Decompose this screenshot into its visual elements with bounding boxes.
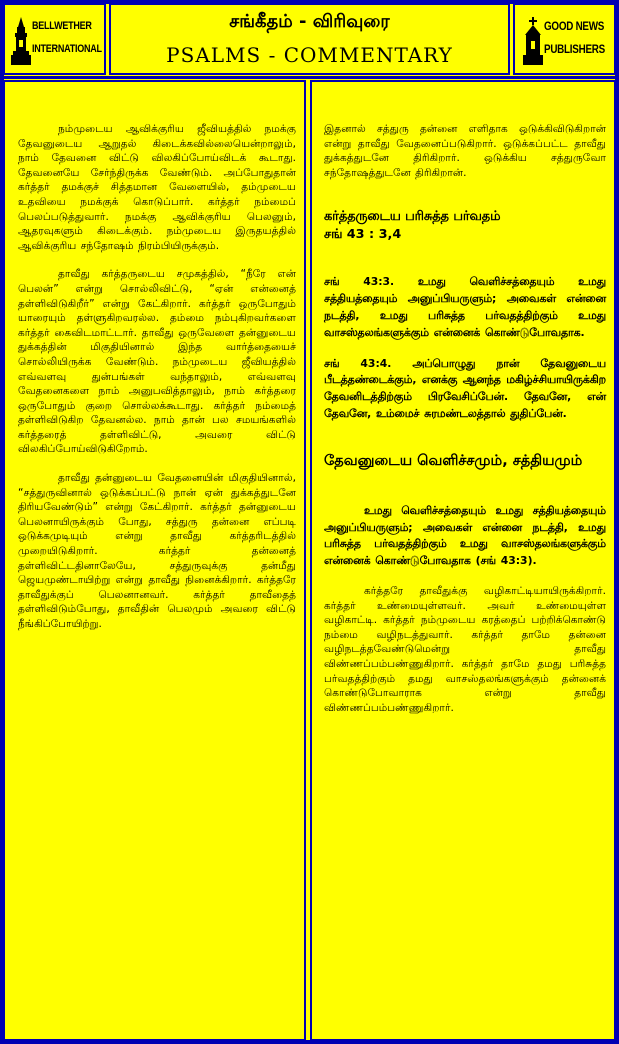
paragraph: கர்த்தரே தாவீதுக்கு வழிகாட்டியாயிருக்கிறார். கர்த்தர் உண்மையுள்ளவர். அவர் உண்மையுள்ள வழிகாட்டி. கர்த்தர் நம்முடைய கரத்தைப் பற்றிக்கொண்டு நம்மை வழிநடத்துவார். கர்த்தர் தாமே தன்னை வழிநடத்தவேண்டுமென்று தாவீது விண்ணப்பம்பண்ணுகிறார். கர்த்தர் தாமே தமது பரிசுத்த பர்வதத்திற்கும் தமது வாசஸ்தலங்களுக்கும் தன்னைக் கொண்டுபோவாராக என்று தாவீது விண்ணப்பம்பண்ணுகிறார்.	[324, 584, 606, 714]
logo-line1: GOOD NEWS	[544, 19, 605, 33]
section-heading: தேவனுடைய வெளிச்சமும், சத்தியமும்	[324, 452, 583, 469]
logo-line2: PUBLISHERS	[544, 42, 605, 56]
bellwether-logo	[11, 17, 101, 67]
verse-text: சங் 43:3. உமது வெளிச்சத்தையும் உமது சத்தியத்தையும் அனுப்பியருளும்; அவைகள் என்னை நடத்தி, உமது பரிசுத்த பர்வதத்திற்கும் உமது வாசஸ்தலங்களுக்கும் என்னைக் கொண்டுபோவதாக.	[324, 275, 606, 339]
good-news-logo-text	[544, 19, 605, 56]
publisher-logo-right	[513, 3, 616, 75]
header-divider	[0, 76, 619, 79]
paragraph: தாவீது தன்னுடைய வேதனையின் மிகுதியினால், “சத்துருவினால் ஒடுக்கப்பட்டு நான் ஏன் துக்கத்துடனே திரியவேண்டும்” என்று கேட்கிறார். கர்த்தர் தன்னுடைய பெலனாயிருக்கும் போது, சத்துரு தன்னை எப்படி ஒடுக்கமுடியும் என்று தாவீது கர்த்தரிடத்தில் முறையிடுகிறார். கர்த்தர் தன்னைத் தள்ளிவிட்டதினாலேயே, சத்துருவுக்கு தன்மீது ஜெயமுண்டாயிற்று என்று தாவீது நினைக்கிறார். கர்த்தரே தாவீதுக்குப் பெலனானவர். கர்த்தர் தாவீதைத் தள்ளிவிடும்போது, தாவீதின் பெலமும் அவரை விட்டு நீங்கிப்போயிற்று.	[18, 472, 296, 630]
paragraph: தாவீது கர்த்தருடைய சமுகத்தில், “நீரே என் பெலன்” என்று சொல்லிவிட்டு, “ஏன் என்னைத் தள்ளிவிடுகிறீர்” என்று கேட்கிறார். கர்த்தர் ஒருபோதும் யாரையும் தள்ளுகிறவரல்ல. தம்மை நம்புகிறவர்களை கர்த்தர் கைவிடமாட்டார். தாவீது ஒருவேளை தன்னுடைய துக்கத்தின் மிகுதியினால் இந்த வார்த்தையைச் சொல்லியிருக்க வேண்டும். நம்முடைய ஜீவியத்தில் எவ்வளவு துன்பங்கள் வந்தாலும், எவ்வளவு வேதனைகளை நாம் அனுபவித்தாலும், நாம் கர்த்தரை ஒருபோதும் குறை சொல்லக்கூடாது. கர்த்தர் நம்மைத் தள்ளிவிடுகிற தேவனல்ல. நாம் தான் பல சமயங்களில் கர்த்தரைத் தள்ளிவிட்டு, அவரை விட்டு விலகிப்போய்விடுகிறோம்.	[18, 268, 296, 456]
page-title-english: PSALMS - COMMENTARY	[166, 43, 453, 67]
page-title-tamil: சங்கீதம் - விரிவுரை	[229, 11, 390, 32]
left-column	[3, 80, 306, 1041]
left-column-text	[18, 122, 296, 632]
logo-line1: BELLWETHER	[32, 20, 92, 32]
section-reference: சங் 43 : 3,4	[324, 227, 402, 243]
verse-text: சங் 43:4. அப்பொழுது நான் தேவனுடைய பீடத்தண்டைக்கும், எனக்கு ஆனந்த மகிழ்ச்சியாயிருக்கிற தேவனிடத்திற்கும் பிரவேசிப்பேன். தேவனே, என் தேவனே, உம்மைச் சுரமண்டலத்தால் துதிப்பேன்.	[324, 356, 606, 420]
paragraph: இதனால் சத்துரு தன்னை எளிதாக ஒடுக்கிவிடுகிறான் என்று தாவீது வேதனைப்படுகிறார். ஒடுக்கப்பட்ட தாவீது துக்கத்துடனே திரிகிறார். ஒடுக்கிய சத்துருவோ சந்தோஷத்துடனே திரிகிறான்.	[324, 123, 606, 179]
bellwether-logo-text	[32, 20, 102, 56]
right-column-text	[324, 122, 606, 715]
logo-line2: INTERNATIONAL	[32, 43, 102, 55]
verse-quote: உமது வெளிச்சத்தையும் உமது சத்தியத்தையும் அனுப்பியருளும்; அவைகள் என்னை நடத்தி, உமது பரிசுத்த பர்வதத்திற்கும் உமது வாசஸ்தலங்களுக்கும் என்னைக் கொண்டுபோவதாக (சங் 43:3).	[324, 503, 606, 568]
section-heading: கர்த்தருடைய பரிசுத்த பர்வதம்	[324, 209, 501, 225]
good-news-logo	[523, 17, 613, 67]
bell-tower-icon	[11, 17, 31, 65]
church-icon	[523, 17, 543, 65]
publisher-logo-left	[3, 3, 106, 75]
title-block	[109, 3, 510, 75]
paragraph: நம்முடைய ஆவிக்குரிய ஜீவியத்தில் நமக்கு தேவனுடைய ஆறுதல் கிடைக்கவில்லையென்றாலும், நாம் தேவனை விட்டு விலகிப்போய்விடக் கூடாது. தேவனையே சேர்ந்திருக்க வேண்டும். அப்போதுதான் கர்த்தர் தமக்குச் சித்தமான வேளையில், தம்முடைய உதவியை நமக்குக் கொடுப்பார். கர்த்தர் நம்மைப் பெலப்படுத்துவார். நமக்கு ஆவிக்குரிய பெலனும், ஆதரவுகளும் கிடைக்கும். நம்முடைய இருதயத்தில் ஆவிக்குரிய சந்தோஷம் நிரம்பியிருக்கும்.	[18, 123, 296, 252]
right-column	[310, 80, 616, 1041]
